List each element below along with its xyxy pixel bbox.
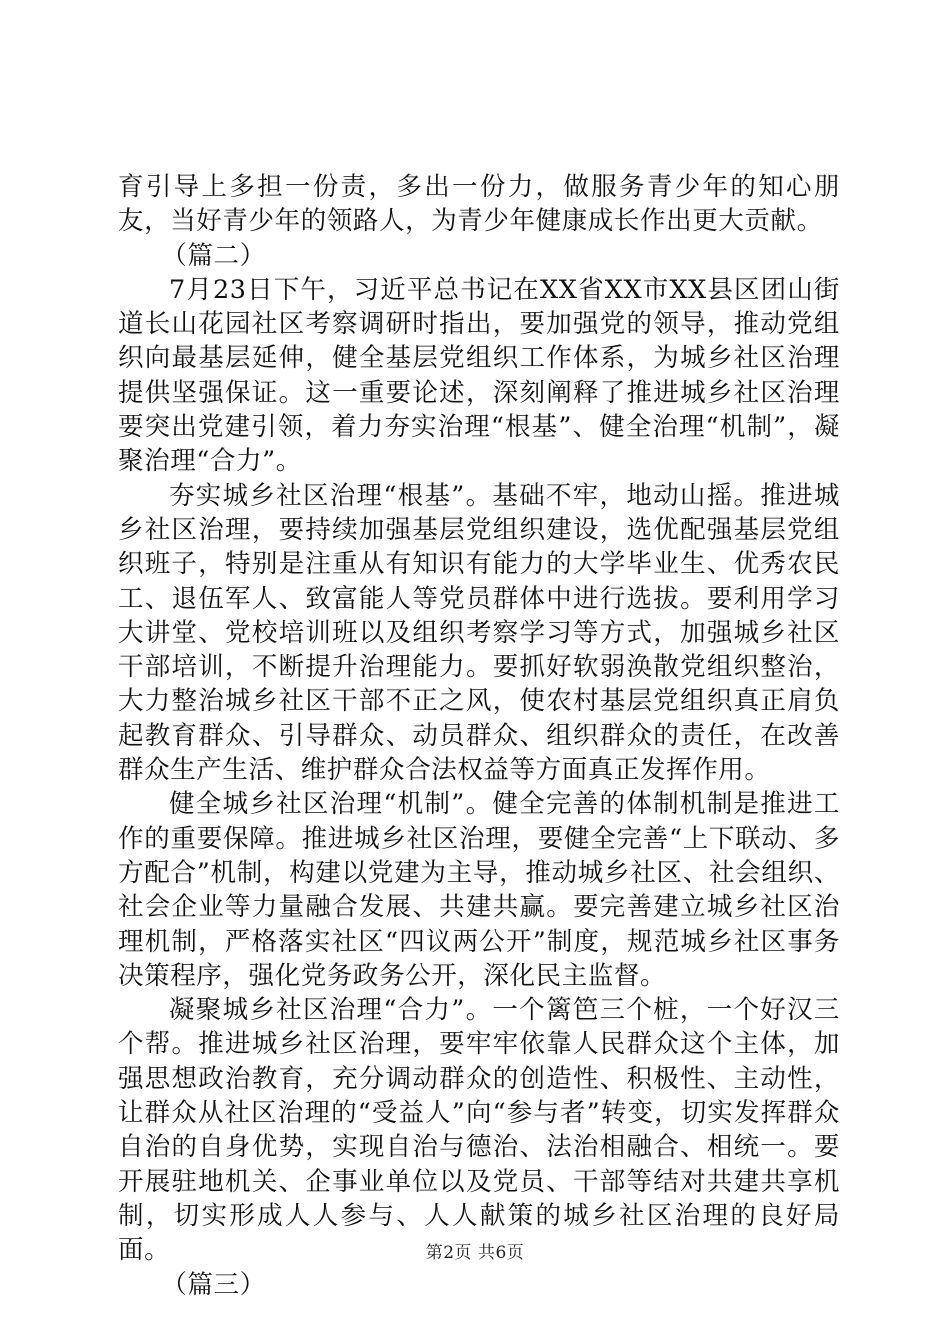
page-number-footer: 第2页 共6页 (425, 1243, 525, 1263)
paragraph-joint-force: 凝聚城乡社区治理“合力”。一个篱笆三个桩，一个好汉三个帮。推进城乡社区治理，要牢牢依靠人民群众这个主体，加强思想政治教育，充分调动群众的创造性、积极性、主动性，让群众从社区治理的“受益人”向“参与者”转变，切实发挥群众自治的自身优势，实现自治与德治、法治相融合、相统一。要开展驻地机关、企事业单位以及党员、干部等结对共建共享机制，切实形成人人参与、人人献策的城乡社区治理的良好局面。 (118, 995, 840, 1266)
section-heading-part-two: （篇二） (161, 240, 266, 271)
paragraph-mechanism: 健全城乡社区治理“机制”。健全完善的体制机制是推进工作的重要保障。推进城乡社区治理，要健全完善“上下联动、多方配合”机制，构建以党建为主导，推动城乡社区、社会组织、社会企业等力量融合发展、共建共赢。要完善建立城乡社区治理机制，严格落实社区“四议两公开”制度，规范城乡社区事务决策程序，强化党务政务公开，深化民主监督。 (118, 789, 840, 991)
section-heading-part-three: （篇三） (161, 1269, 266, 1300)
paragraph-intro: 7月23日下午，习近平总书记在XX省XX市XX县区团山街道长山花园社区考察调研时指出，要加强党的领导，推动党组织向最基层延伸，健全基层党组织工作体系，为城乡社区治理提供坚强保证。这一重要论述，深刻阐释了推进城乡社区治理要突出党建引领，着力夯实治理“根基”、健全治理“机制”，凝聚治理“合力”。 (118, 274, 840, 477)
body-text (118, 170, 840, 1302)
paragraph-foundation: 夯实城乡社区治理“根基”。基础不牢，地动山摇。推进城乡社区治理，要持续加强基层党组织建设，选优配强基层党组织班子，特别是注重从有知识有能力的大学毕业生、优秀农民工、退伍军人、致富能人等党员群体中进行选拔。要利用学习大讲堂、党校培训班以及组织考察学习等方式，加强城乡社区干部培训，不断提升治理能力。要抓好软弱涣散党组织整治，大力整治城乡社区干部不正之风，使农村基层党组织真正肩负起教育群众、引导群众、动员群众、组织群众的责任，在改善群众生产生活、维护群众合法权益等方面真正发挥作用。 (118, 480, 840, 786)
paragraph-continuation: 育引导上多担一份责，多出一份力，做服务青少年的知心朋友，当好青少年的领路人，为青少年健康成长作出更大贡献。 (118, 172, 840, 237)
